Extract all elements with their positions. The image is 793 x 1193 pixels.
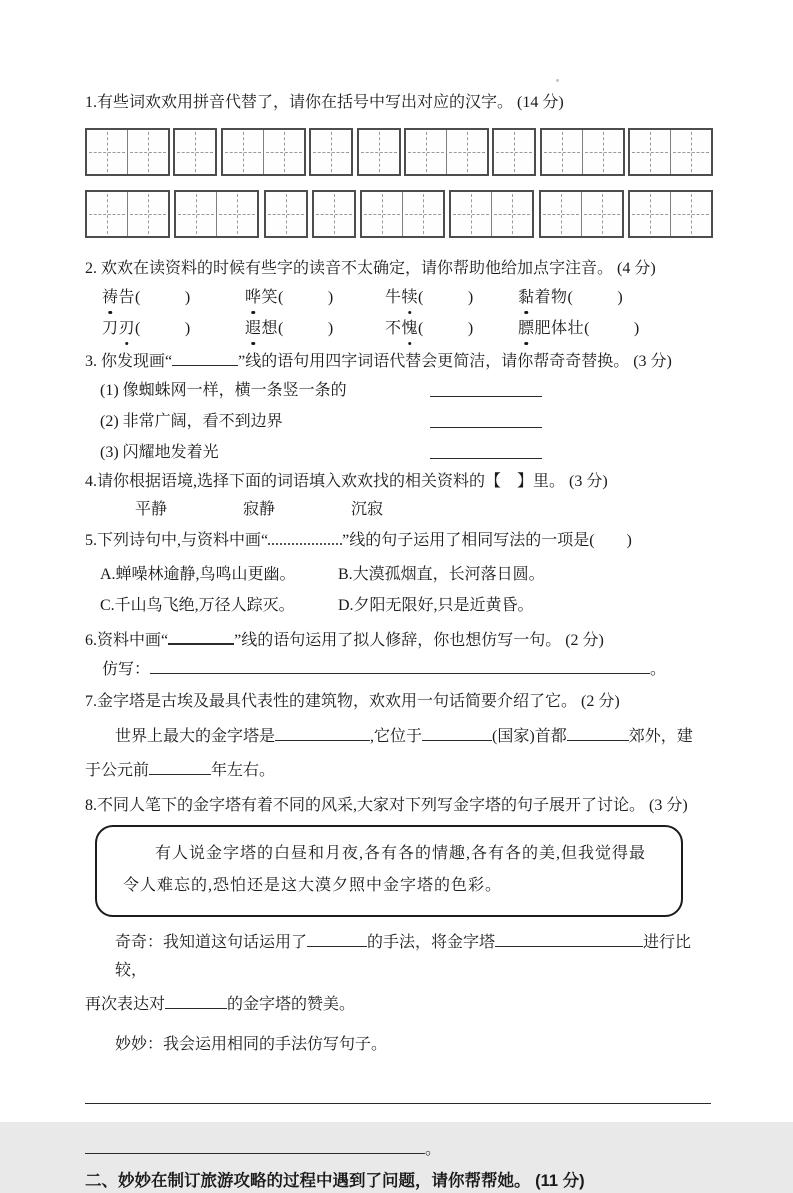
question-6-title-prefix: 6.资料中画“	[85, 632, 169, 649]
pinyin-word: 牛犊	[385, 289, 418, 306]
question-1	[85, 92, 713, 238]
question-5-title-prefix: 5.下列诗句中,与资料中画“	[85, 532, 269, 549]
pinyin-answer-paren[interactable]: ( )	[135, 320, 191, 337]
pinyin-answer-paren[interactable]: ( )	[278, 289, 334, 306]
hanzi-grid-cell[interactable]	[362, 192, 403, 236]
pinyin-word: 刀刃	[102, 320, 135, 337]
hanzi-grid-group	[628, 128, 713, 176]
inline-blank	[172, 351, 238, 366]
hanzi-grid-group	[264, 190, 308, 238]
emphasis-dot-char: 哗	[245, 285, 262, 311]
question-3-title-suffix: ”线的语句用四字词语代替会更简洁，请你帮奇奇替换。 (3 分)	[238, 353, 672, 370]
q7-text: ,它位于	[370, 728, 423, 745]
exam-content	[85, 92, 713, 1193]
question-5-title	[85, 529, 713, 552]
answer-line-full	[85, 1089, 713, 1109]
q7-text: 世界上最大的金字塔是	[115, 728, 276, 745]
q7-text: 年左右。	[211, 762, 276, 779]
question-7-line-2	[85, 757, 713, 785]
pinyin-word-item	[102, 316, 245, 342]
pinyin-word-item	[245, 316, 385, 342]
discussion-quote-box	[95, 825, 683, 917]
hanzi-grid-cell[interactable]	[671, 192, 711, 236]
qiqi-line-1	[85, 929, 713, 985]
pinyin-word: 膘肥体壮	[518, 320, 584, 337]
question-6-title	[85, 629, 713, 652]
answer-paren[interactable]: ( )	[589, 532, 632, 549]
hanzi-grid-cell[interactable]	[128, 192, 168, 236]
hanzi-grid-cell[interactable]	[582, 192, 622, 236]
hanzi-grid-cell[interactable]	[542, 130, 583, 174]
hanzi-grid-cell[interactable]	[87, 130, 128, 174]
question-6	[85, 629, 713, 683]
pinyin-word-item	[385, 316, 518, 342]
answer-line-short	[85, 1139, 713, 1159]
inline-blank	[168, 629, 234, 645]
word-option: 平静	[135, 501, 168, 518]
hanzi-grid-cell[interactable]	[492, 192, 532, 236]
item-number: (3)	[100, 444, 123, 461]
hanzi-grid-cell[interactable]	[311, 130, 351, 174]
question-3-items	[85, 377, 713, 466]
hanzi-grid-cell[interactable]	[266, 192, 306, 236]
pinyin-word-item	[518, 316, 640, 342]
emphasis-dot-char: 犊	[402, 285, 419, 311]
hanzi-grid-group	[221, 128, 306, 176]
hanzi-grid-row-1	[85, 190, 713, 238]
hanzi-grid-cell[interactable]	[541, 192, 582, 236]
question-4	[85, 471, 713, 523]
pinyin-row-0	[85, 285, 713, 311]
option-d: D.夕阳无限好,只是近黄昏。	[338, 597, 534, 614]
pinyin-word-item	[102, 285, 245, 311]
question-6-copy-line	[85, 656, 713, 683]
question-3	[85, 351, 713, 466]
hanzi-grid-group	[540, 128, 625, 176]
qiqi-text: 进行比较，	[115, 934, 692, 979]
inline-wavy-blank	[268, 529, 342, 545]
answer-blank[interactable]	[430, 413, 542, 428]
hanzi-grid-cell[interactable]	[406, 130, 447, 174]
pinyin-row-1	[85, 316, 713, 342]
qiqi-text: 奇奇：我知道这句话运用了	[115, 934, 308, 951]
pinyin-word-item	[245, 285, 385, 311]
copy-label: 仿写：	[102, 661, 151, 678]
emphasis-dot-char: 刃	[119, 316, 136, 342]
hanzi-grid-group	[85, 128, 170, 176]
question-3-title-prefix: 3. 你发现画“	[85, 353, 173, 370]
answer-blank[interactable]	[150, 659, 650, 674]
option-c: C.千山鸟飞绝,万径人踪灭。	[100, 597, 295, 614]
scan-artifact-dot	[556, 79, 559, 82]
qiqi-line-2	[85, 991, 713, 1019]
word-option: 沉寂	[351, 501, 384, 518]
hanzi-grid-group	[173, 128, 217, 176]
hanzi-grid-cell[interactable]	[583, 130, 623, 174]
hanzi-grid-cell[interactable]	[264, 130, 304, 174]
hanzi-grid-cell[interactable]	[451, 192, 492, 236]
option-a: A.蝉噪林逾静,鸟鸣山更幽。	[100, 566, 296, 583]
answer-blank[interactable]	[430, 382, 542, 397]
question-7-line-1	[85, 723, 713, 751]
question-3-item	[85, 408, 713, 435]
pinyin-word: 黏着物	[518, 289, 568, 306]
emphasis-dot-char: 愧	[402, 316, 419, 342]
question-3-title	[85, 351, 713, 373]
pinyin-answer-paren[interactable]: ( )	[418, 289, 474, 306]
question-8-title: 8.不同人笔下的金字塔有着不同的风采,大家对下列写金字塔的句子展开了讨论。 (3 分)	[85, 797, 688, 814]
pinyin-word: 不愧	[385, 320, 418, 337]
answer-blank[interactable]	[85, 1089, 711, 1104]
qiqi-text: 再次表达对	[85, 996, 166, 1013]
hanzi-grid-cell[interactable]	[494, 130, 534, 174]
question-2	[85, 258, 713, 342]
hanzi-grid-row-0	[85, 128, 713, 176]
miaomiao-line: 妙妙：我会运用相同的手法仿写句子。	[115, 1036, 388, 1053]
hanzi-grid-cell[interactable]	[403, 192, 443, 236]
hanzi-grid-cell[interactable]	[671, 130, 711, 174]
hanzi-grid-group	[404, 128, 489, 176]
question-6-title-suffix: ”线的语句运用了拟人修辞，你也想仿写一句。 (2 分)	[234, 632, 604, 649]
answer-blank[interactable]	[567, 726, 629, 741]
hanzi-grid-cell[interactable]	[128, 130, 168, 174]
item-text: 非常广阔，看不到边界	[122, 413, 283, 430]
answer-blank[interactable]	[149, 760, 211, 775]
hanzi-grid-cell[interactable]	[630, 192, 671, 236]
hanzi-grid-group	[357, 128, 401, 176]
q7-text: 于公元前	[85, 762, 150, 779]
answer-blank[interactable]	[422, 726, 492, 741]
item-text: 像蜘蛛网一样，横一条竖一条的	[122, 382, 347, 399]
option-b: B.大漠孤烟直，长河落日圆。	[338, 566, 545, 583]
q7-text: (国家)首都	[492, 728, 567, 745]
word-option: 寂静	[243, 501, 276, 518]
pinyin-word-item	[518, 285, 623, 311]
qiqi-text: 的金字塔的赞美。	[227, 996, 356, 1013]
pinyin-answer-paren[interactable]: ( )	[567, 289, 624, 306]
item-number: (1)	[100, 382, 123, 399]
hanzi-grid-cell[interactable]	[175, 130, 215, 174]
answer-blank[interactable]	[275, 726, 370, 741]
answer-blank[interactable]	[495, 932, 643, 947]
pinyin-answer-paren[interactable]: ( )	[278, 320, 334, 337]
question-4-title: 4.请你根据语境,选择下面的词语填入欢欢找的相关资料的【 】里。 (3 分)	[85, 473, 608, 490]
emphasis-dot-char: 遐	[245, 316, 262, 342]
answer-blank[interactable]	[165, 994, 227, 1009]
question-3-item	[85, 439, 713, 466]
answer-blank[interactable]	[430, 444, 542, 459]
question-7-title: 7.金字塔是古埃及最具代表性的建筑物，欢欢用一句话简要介绍了它。 (2 分)	[85, 693, 620, 710]
question-8	[85, 795, 713, 1059]
qiqi-text: 的手法，将金字塔	[367, 934, 496, 951]
pinyin-word: 祷告	[102, 289, 135, 306]
q7-text: 郊外，建	[628, 728, 693, 745]
answer-blank[interactable]	[307, 932, 367, 947]
hanzi-grid-cell[interactable]	[447, 130, 487, 174]
hanzi-grid-cell[interactable]	[87, 192, 128, 236]
question-5-options	[85, 559, 713, 621]
question-5	[85, 529, 713, 621]
question-2-title: 2. 欢欢在读资料的时候有些字的读音不太确定，请你帮助他给加点字注音。 (4 分)	[85, 260, 656, 277]
emphasis-dot-char: 膘	[518, 316, 535, 342]
hanzi-grid-cell[interactable]	[176, 192, 217, 236]
section-2-title: 二、妙妙在制订旅游攻略的过程中遇到了问题，请你帮帮她。 (11 分)	[85, 1172, 585, 1190]
hanzi-grid-group	[85, 190, 170, 238]
period: 。	[425, 1141, 442, 1158]
period: 。	[650, 661, 667, 678]
emphasis-dot-char: 祷	[102, 285, 119, 311]
hanzi-grid-group	[312, 190, 356, 238]
item-number: (2)	[100, 413, 123, 430]
hanzi-grid-group	[539, 190, 624, 238]
item-text: 闪耀地发着光	[122, 444, 219, 461]
question-4-words	[85, 497, 713, 523]
hanzi-grid-group	[360, 190, 445, 238]
question-7	[85, 691, 713, 785]
pinyin-word-item	[385, 285, 518, 311]
hanzi-grid-cell[interactable]	[359, 130, 399, 174]
answer-blank[interactable]	[85, 1139, 425, 1154]
question-3-item	[85, 377, 713, 404]
hanzi-grid-cell[interactable]	[630, 130, 671, 174]
hanzi-grid-group	[174, 190, 259, 238]
quote-text: 有人说金字塔的白昼和月夜,各有各的情趣,各有各的美,但我觉得最令人难忘的,恐怕还是这大漠夕照中金字塔的色彩。	[123, 845, 647, 894]
question-1-title: 1.有些词欢欢用拼音代替了，请你在括号中写出对应的汉字。 (14 分)	[85, 94, 564, 111]
hanzi-grid-group	[309, 128, 353, 176]
hanzi-grid-cell[interactable]	[217, 192, 257, 236]
pinyin-answer-paren[interactable]: ( )	[584, 320, 640, 337]
pinyin-answer-paren[interactable]: ( )	[135, 289, 191, 306]
pinyin-answer-paren[interactable]: ( )	[418, 320, 474, 337]
pinyin-word: 哗笑	[245, 289, 278, 306]
hanzi-grid-cell[interactable]	[314, 192, 354, 236]
hanzi-grid-group	[492, 128, 536, 176]
question-5-title-suffix: ”线的句子运用了相同写法的一项是	[342, 532, 590, 549]
hanzi-grid-cell[interactable]	[223, 130, 264, 174]
pinyin-word: 遐想	[245, 320, 278, 337]
hanzi-grid-group	[628, 190, 713, 238]
hanzi-grid-group	[449, 190, 534, 238]
emphasis-dot-char: 黏	[518, 285, 535, 311]
